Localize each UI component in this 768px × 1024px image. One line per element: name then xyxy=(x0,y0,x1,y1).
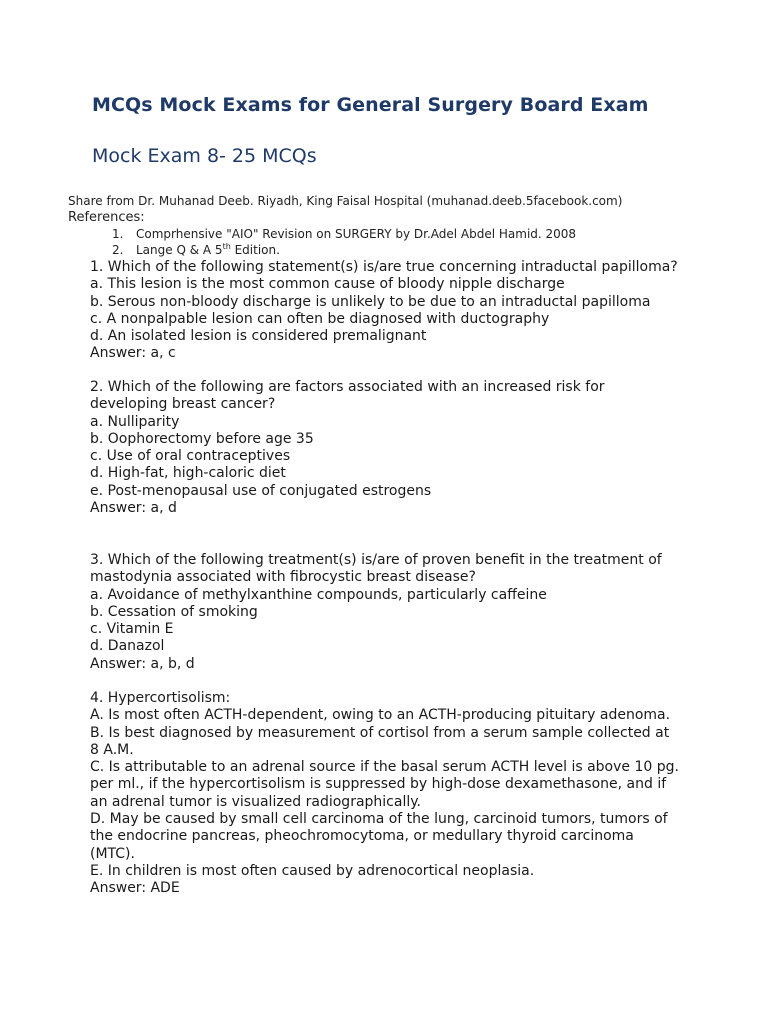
reference-text: Comprhensive "AIO" Revision on SURGERY by Dr.Adel Abdel Hamid. 2008 xyxy=(136,227,577,241)
question-line: developing breast cancer? xyxy=(90,396,276,413)
question-line: b. Oophorectomy before age 35 xyxy=(90,430,314,447)
question-line: Answer: ADE xyxy=(90,880,180,897)
exam-subtitle: Mock Exam 8- 25 MCQs xyxy=(92,145,317,167)
question-line: E. In children is most often caused by adrenocortical neoplasia. xyxy=(90,862,535,879)
references-list xyxy=(112,226,576,258)
reference-text: Lange Q & A 5 xyxy=(136,243,223,257)
question-line: B. Is best diagnosed by measurement of cortisol from a serum sample collected at xyxy=(90,724,670,741)
question-line: C. Is attributable to an adrenal source if the basal serum ACTH level is above 10 pg. xyxy=(90,759,679,776)
question-line: D. May be caused by small cell carcinoma of the lung, carcinoid tumors, tumors of xyxy=(90,811,668,828)
question-text: 3. Which of the following treatment(s) is/are of proven benefit in the treatment of xyxy=(90,552,662,568)
reference-item xyxy=(112,226,576,242)
share-credit: Share from Dr. Muhanad Deeb. Riyadh, King Faisal Hospital (muhanad.deeb.5facebook.com) xyxy=(68,194,623,208)
question-line: a. Avoidance of methylxanthine compounds, particularly caffeine xyxy=(90,586,547,603)
page-title: MCQs Mock Exams for General Surgery Board Exam xyxy=(92,94,649,116)
question-line: a. This lesion is the most common cause of bloody nipple discharge xyxy=(90,276,565,293)
question-line: b. Serous non-bloody discharge is unlikely to be due to an intraductal papilloma xyxy=(90,293,651,310)
question-text: 4. Hypercortisolism: xyxy=(90,690,231,706)
question-line: c. A nonpalpable lesion can often be diagnosed with ductography xyxy=(90,310,550,327)
question-line: per ml., if the hypercortisolism is suppressed by high-dose dexamethasone, and if xyxy=(90,776,667,793)
reference-superscript: th xyxy=(222,242,231,251)
reference-number: 1. xyxy=(112,227,124,241)
question-line: c. Use of oral contraceptives xyxy=(90,448,291,465)
question-block xyxy=(90,259,690,363)
question-line: c. Vitamin E xyxy=(90,621,174,638)
question-block xyxy=(90,552,690,673)
question-line: an adrenal tumor is visualized radiographically. xyxy=(90,793,421,810)
question-line: A. Is most often ACTH-dependent, owing to an ACTH-producing pituitary adenoma. xyxy=(90,707,671,724)
reference-number: 2. xyxy=(112,243,124,257)
question-block xyxy=(90,379,690,517)
question-line: d. Danazol xyxy=(90,638,165,655)
reference-item xyxy=(112,242,576,258)
question-line: a. Nulliparity xyxy=(90,413,180,430)
question-line: Answer: a, d xyxy=(90,500,177,517)
question-line: mastodynia associated with fibrocystic breast disease? xyxy=(90,569,476,586)
question-line: Answer: a, c xyxy=(90,345,176,362)
question-text: 1. Which of the following statement(s) is/are true concerning intraductal papilloma? xyxy=(90,259,678,275)
question-line: b. Cessation of smoking xyxy=(90,603,258,620)
question-line: d. An isolated lesion is considered premalignant xyxy=(90,328,427,345)
question-line: e. Post-menopausal use of conjugated estrogens xyxy=(90,482,432,499)
question-line: (MTC). xyxy=(90,845,135,862)
question-text: 2. Which of the following are factors associated with an increased risk for xyxy=(90,379,605,395)
question-line: the endocrine pancreas, pheochromocytoma, or medullary thyroid carcinoma xyxy=(90,828,634,845)
references-label: References: xyxy=(68,210,145,225)
question-line: 8 A.M. xyxy=(90,741,134,758)
question-block xyxy=(90,690,690,898)
question-line: d. High-fat, high-caloric diet xyxy=(90,465,286,482)
reference-text-tail: Edition. xyxy=(230,243,280,257)
question-line: Answer: a, b, d xyxy=(90,655,195,672)
